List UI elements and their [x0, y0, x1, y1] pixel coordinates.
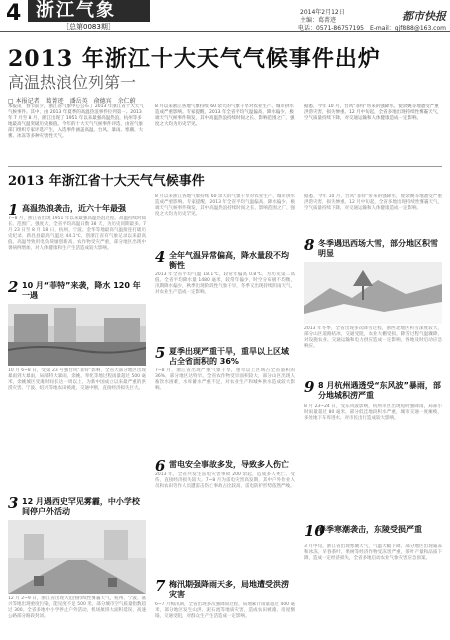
event-body: 2013 年冬季，全省出现多次降雪过程，浙西北地区积雪深度较大，部分山区道路结冰，交通受阻，农业大棚受损。降雪过程气温骤降，对设施农业、交通运输和电力供应造成一定影响，各地及时启动应急响应。: [304, 326, 442, 349]
storm-flood-photo: [8, 304, 146, 366]
event-number: 9: [304, 378, 315, 396]
subheadline: 高温热浪位列第一: [8, 73, 137, 92]
event-body: 2013 年，全省共发生雷电灾害事故 200 余起，造成多人死亡、受伤，直接经济损失较大。7~8 月为雷电灾害高发期，其中户外作业人员和农田劳作人员遭雷击伤亡事故占比较高，雷电防护形势依然严峻。: [155, 472, 295, 489]
event-body-continued: 8 月以来浙江各地气象持续 60 余天的气象干旱对农业生产、城市供水造成严重影响。专家提醒，2013 年全省平均气温偏高，降水偏少，极端天气气候事件频发，其中高温热浪持续时间之长、影响范围之广、强度之大均为历史罕见。: [155, 194, 295, 217]
intro-paragraph: 本报讯 春节前夕，浙江省气象中心公布了 2013 年浙江省十大天气气候事件。其中，由 2013 年夏季的高温热浪事件位列第一。2013 年 7 月至 8 月，浙江出现了 1951 年以来最强高温热浪，杭州等多地最高气温突破历史极值。今年的十大天气气候事件评选，由省气象部门组织专家评选产生，入选事件涵盖高温、台风、暴雨、寒潮、大雾、冰冻等多种灾害性天气。: [8, 104, 144, 139]
event-body: 3 月中旬，浙江省出现寒潮天气，气温大幅下降，部分地区出现霜冻和冰冻，早春茶叶、果树等经济作物受冻害严重，茶叶产量和品质下降，造成一定经济损失，全省多地启动农业气象灾害应急预案。: [304, 544, 442, 561]
event-body: 6~7 月梅汛期，全省出现多次强降雨过程，局地累计雨量超过 400 毫米，部分地区发生山洪、泥石流等地质灾害，造成农田被淹、房屋倒塌，交通受阻，对群众生产生活造成一定影响。: [155, 602, 295, 619]
event-body: 12 月 2~9 日，浙江省出现大范围持续性雾霾天气，杭州、宁波、嘉兴等地出现重度污染，能见度不足 500 米，部分城市空气质量指数超过 300。全省多地中小学停止户外活动，机场航班大面积延误，高速公路部分路段封闭。: [8, 596, 146, 619]
event-title: 全年气温异常偏高，降水量段不均衡性: [169, 251, 289, 270]
event-body: 10 月 6~8 日，受第 23 号强台风“菲特”影响，全省大部分地区出现暴雨到大暴雨，局部特大暴雨，余姚、奉化等地过程雨量超过 500 毫米，余姚城区受淹时间长达一周以上，为新中国成立以来最严重的洪涝灾害。宁波、绍兴等地农田被淹，交通中断，直接经济损失巨大。: [8, 368, 146, 391]
editor-credit: 主编：葛菁迹: [300, 17, 337, 24]
intro-paragraph: 8 月以来浙江各地气象持续 60 余天的气象干旱对农业生产、城市供水造成严重影响。专家提醒，2013 年全省平均气温偏高，降水偏少，极端天气气候事件频发，其中高温热浪持续时间之长、影响范围之广、强度之大均为历史罕见。: [155, 104, 295, 127]
event-number: 8: [304, 236, 315, 254]
event-title: 夏季出现严重干旱，重旱以上区域占全省面积的 36%: [169, 347, 289, 366]
event-title: 8 月杭州遇透受“东风波”暴雨，部分地城积涝严重: [318, 381, 441, 400]
event-body: 7~8 月，浙江省出现 1951 年以来最强高温热浪过程。高温持续时间长、范围广、强度大，全省平均高温日数 38 天，为历史同期最多。7 月 23 日至 8 月 18 日，杭州、宁波、金华等地最高气温接连打破历史纪录，新昌县最高气温达 44.1℃，创浙江省有气象记录以来最高值。高温导致用电负荷屡创新高，农作物受灾严重，部分地区出现中暑病例增加，对人体健康和生产生活造成较大影响。: [8, 216, 146, 251]
snow-scene-photo: [304, 262, 442, 324]
event-number: 4: [155, 248, 166, 266]
event-title: 雷电安全事故多发，导致多人伤亡: [169, 460, 289, 469]
event-title: 春季寒潮袭击，东陵受损严重: [318, 525, 422, 534]
event-number: 5: [155, 344, 166, 362]
event-title: 高温热浪袭击，近六十年最强: [22, 204, 126, 213]
page-number: 4: [6, 1, 22, 26]
event-title: 10 月“菲特”来袭，降水 120 年一遇: [22, 281, 141, 300]
masthead: [0, 0, 450, 32]
byline: □ 本报记者 葛菁迹 潘岳英 俞德宾 余仁蔚: [8, 98, 136, 105]
event-body: 7~8 月，浙江省出现严重气象干旱，重旱以上区域占全省面积的 36%，部分地区达特旱。全省农作物受旱面积较大，部分山区出现人畜饮水困难，水库蓄水严重不足，对农业生产和城乡供水造成较大影响。: [155, 368, 295, 391]
event-number: 1: [8, 201, 19, 219]
contact-info: 电话：0571-86757195 E-mail：gjf888@163.com: [298, 25, 446, 32]
headline: 2013 年浙江十大天气气候事件出炉: [8, 46, 381, 72]
event-number: 7: [155, 577, 166, 595]
intro-paragraph: 据悉，今年 10 月，台风“菲特”带来的强降水，使余姚等地遭受严重洪涝灾害，损失惨重。12 月中旬起，全省多地出现持续性雾霾天气，空气质量持续下降，对交通运输和人体健康造成一定影响。: [304, 104, 442, 121]
event-body: 8 月 23~24 日，受东风波影响，杭州市区出现短时强降雨，局部小时雨量超过 80 毫米，部分低洼地段积水严重，城市交通一度瘫痪，多处地下车库进水，对市民出行造成较大影响。: [304, 404, 442, 421]
publish-date: 2014年2月12日: [300, 9, 345, 16]
event-body-continued: 据悉，今年 10 月，台风“菲特”带来的强降水，使余姚等地遭受严重洪涝灾害，损失惨重。12 月中旬起，全省多地出现持续性雾霾天气，空气质量持续下降，对交通运输和人体健康造成一定影响。: [304, 194, 442, 211]
event-number: 6: [155, 457, 166, 475]
event-title: 冬季遇迅西场大雪，部分地区积雪明显: [318, 239, 438, 258]
smog-street-photo: [8, 520, 146, 594]
section-masthead-title: 浙江气象: [28, 0, 150, 22]
event-number: 10: [304, 522, 325, 540]
event-number: 2: [8, 278, 19, 296]
issue-number: ［总第0083期］: [62, 23, 115, 31]
newspaper-logo: 都市快报: [402, 10, 446, 23]
section-title: 2013 年浙江省十大天气气候事件: [8, 174, 205, 189]
event-body: 2013 年全省平均气温 18.1℃，较常年偏高 0.8℃，为历史第二高值。全省平均降水量 1480 毫米，较常年偏少，时空分布极不均衡，汛期降水偏少，秋季出现阶段性气象干旱，冬季又出现持续阴雨天气，对农业生产造成一定影响。: [155, 272, 295, 295]
event-title: 12 月遇西史罕见雾霾，中小学校间停户外活动: [22, 497, 140, 516]
event-title: 梅汛期强降雨天多，局地遭受洪涝灾害: [169, 580, 289, 599]
section-divider: [8, 166, 442, 167]
event-number: 3: [8, 494, 19, 512]
